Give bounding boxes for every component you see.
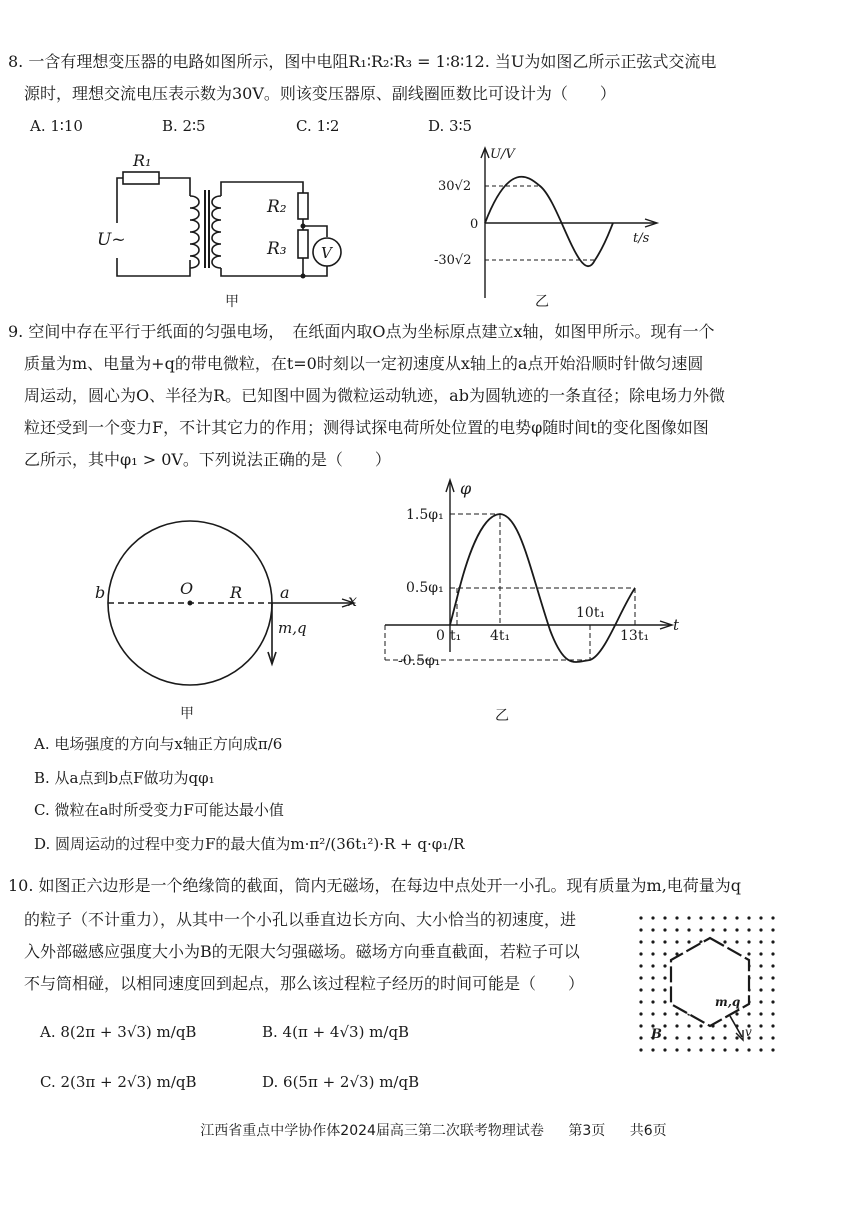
q9-line-3: 周运动，圆心为O、半径为R。已知图中圆为微粒运动轨迹，ab为圆轨迹的一条直径；除电场力外微 (24, 386, 725, 405)
r3-label: R₃ (267, 239, 287, 259)
r2-label: R₂ (267, 197, 287, 217)
q8-option-a: A. 1∶10 (30, 117, 83, 135)
q8-x-axis-label: t/s (633, 231, 650, 246)
q9-circle-diagram (90, 510, 370, 720)
4t1-tick-label: 4t₁ (490, 628, 511, 644)
q10-option-c: C. 2(3π + 2√3) m/qB (40, 1073, 197, 1091)
q10-line-2: 的粒子（不计重力），从其中一个小孔以垂直边长方向、大小恰当的初速度，进 (24, 910, 577, 929)
footer-title: 江西省重点中学协作体2024届高三第二次联考物理试卷 (200, 1123, 544, 1139)
velocity-v-label: v (745, 1025, 752, 1039)
q8-line-1: 8. 一含有理想变压器的电路如图所示，图中电阻R₁∶R₂∶R₃ = 1∶8∶12. 当U为如图乙所示正弦式交流电 (8, 52, 717, 71)
q9-potential-graph (380, 470, 690, 725)
q10-option-b: B. 4(π + 4√3) m/qB (262, 1023, 410, 1041)
q9-option-b: B. 从a点到b点F做功为qφ₁ (34, 769, 215, 787)
radius-r-label: R (230, 583, 243, 602)
origin-label: 0 (436, 628, 445, 644)
field-b-label: B (651, 1027, 662, 1042)
t-axis-label: t (673, 616, 680, 634)
q8-trough-label: -30√2 (434, 253, 472, 268)
q10-option-d: D. 6(5π + 2√3) m/qB (262, 1073, 420, 1091)
q9-line-1: 9. 空间中存在平行于纸面的匀强电场， 在纸面内取O点为坐标原点建立x轴，如图甲所示。现有一个 (8, 322, 715, 341)
q10-line-3: 入外部磁感应强度大小为B的无限大匀强磁场。磁场方向垂直截面，若粒子可以 (24, 942, 580, 961)
q8-zero-label: 0 (470, 217, 479, 232)
q10-line-4: 不与筒相碰，以相同速度回到起点，那么该过程粒子经历的时间可能是（ ） (24, 974, 585, 993)
q8-voltage-graph (430, 140, 670, 310)
point-a-label: a (280, 583, 290, 602)
voltmeter-label: V (321, 244, 332, 262)
footer-page-number: 第3页 (568, 1123, 606, 1139)
q8-fig-jia-caption: 甲 (225, 294, 239, 308)
q8-fig-yi-caption: 乙 (535, 294, 549, 310)
phi-max-label: 1.5φ₁ (406, 507, 444, 523)
page-footer (0, 1120, 867, 1140)
x-axis-label: x (348, 591, 358, 610)
u-source-label: U~ (97, 230, 126, 250)
q9-line-4: 粒还受到一个变力F，不计其它力的作用；测得试探电荷所处位置的电势φ随时间t的变化图像如图 (24, 418, 709, 437)
t1-tick-label: t₁ (450, 628, 462, 644)
q9-option-d: D. 圆周运动的过程中变力F的最大值为m·π²/(36t₁²)·R + q·φ₁/R (34, 835, 465, 853)
q8-option-b: B. 2∶5 (162, 117, 206, 135)
phi-negative-label: -0.5φ₁ (398, 653, 441, 669)
phi-half-label: 0.5φ₁ (406, 580, 444, 596)
q8-circuit-diagram (95, 148, 375, 308)
q8-peak-label: 30√2 (438, 179, 472, 194)
q9-fig-yi-caption: 乙 (495, 708, 509, 724)
point-b-label: b (95, 583, 106, 602)
q10-option-a: A. 8(2π + 3√3) m/qB (40, 1023, 197, 1041)
13t1-tick-label: 13t₁ (620, 628, 650, 644)
r1-label: R₁ (133, 151, 152, 170)
10t1-tick-label: 10t₁ (576, 605, 606, 621)
footer-total-pages: 共6页 (629, 1123, 667, 1139)
q10-hexagon-diagram (635, 912, 785, 1060)
q8-option-d: D. 3∶5 (428, 117, 473, 135)
q10-particle-label: m,q (715, 995, 741, 1009)
particle-mq-label: m,q (278, 619, 307, 637)
q8-y-axis-label: U/V (490, 147, 515, 162)
q9-option-a: A. 电场强度的方向与x轴正方向成π/6 (34, 735, 283, 753)
q10-line-1: 10. 如图正六边形是一个绝缘筒的截面，筒内无磁场，在每边中点处开一小孔。现有质量为m,电荷量为q (8, 876, 742, 895)
center-o-label: O (180, 579, 194, 598)
q9-line-5: 乙所示，其中φ₁ > 0V。下列说法正确的是（ ） (24, 450, 391, 469)
q9-option-c: C. 微粒在a时所受变力F可能达最小值 (34, 801, 284, 819)
q8-option-c: C. 1∶2 (296, 117, 340, 135)
q9-line-2: 质量为m、电量为+q的带电微粒，在t=0时刻以一定初速度从x轴上的a点开始沿顺时针做匀速圆 (24, 354, 704, 373)
q8-line-2: 源时，理想交流电压表示数为30V。则该变压器原、副线圈匝数比可设计为（ ） (24, 84, 616, 103)
phi-axis-label: φ (460, 479, 472, 498)
q9-fig-jia-caption: 甲 (180, 706, 194, 720)
